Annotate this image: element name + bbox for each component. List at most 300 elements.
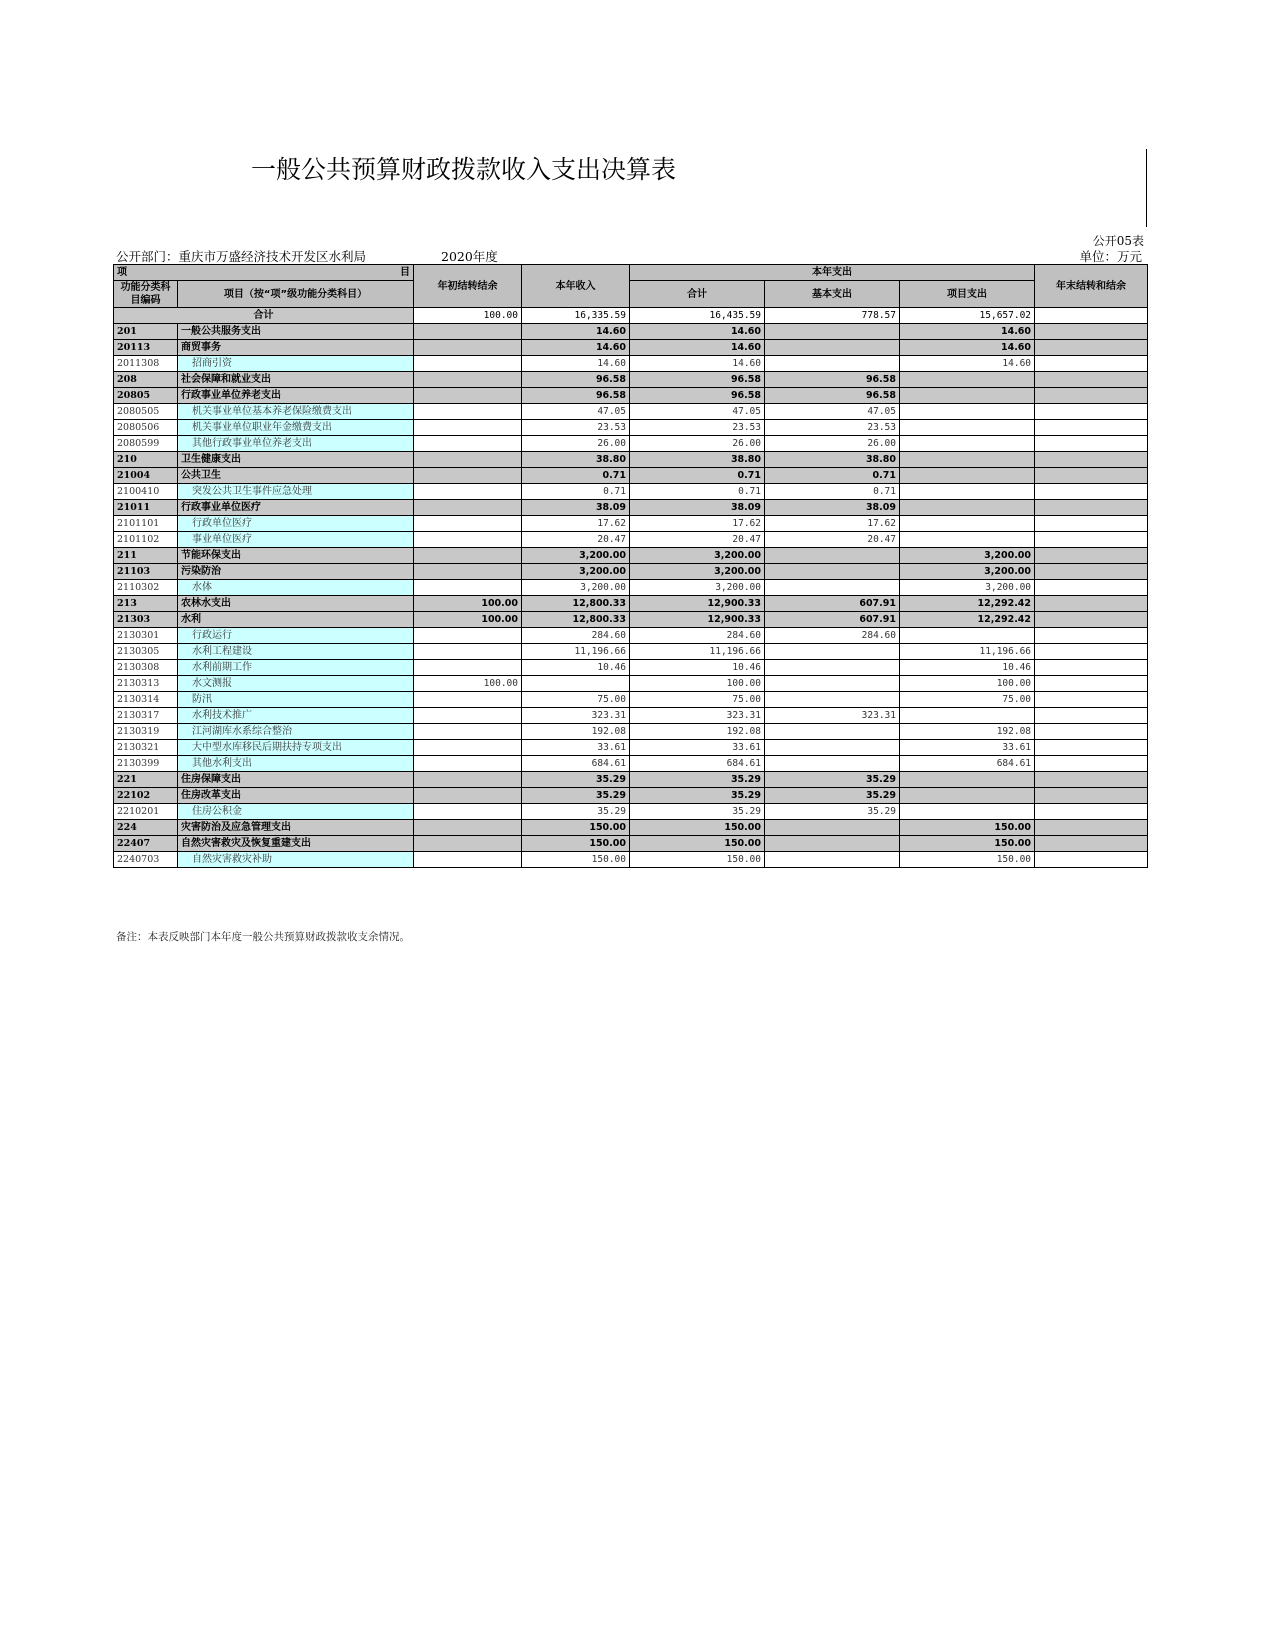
cell-begin <box>414 324 522 340</box>
table-row <box>114 740 1148 756</box>
cell-begin <box>414 468 522 484</box>
cell-income: 150.00 <box>522 820 630 836</box>
cell-code: 2101102 <box>114 532 178 548</box>
table-row <box>114 644 1148 660</box>
cell-code: 2130321 <box>114 740 178 756</box>
cell-name: 住房公积金 <box>178 804 414 820</box>
cell-begin <box>414 532 522 548</box>
cell-name: 大中型水库移民后期扶持专项支出 <box>178 740 414 756</box>
cell-project: 3,200.00 <box>900 548 1035 564</box>
cell-code: 221 <box>114 772 178 788</box>
table-row <box>114 756 1148 772</box>
cell-name: 行政事业单位养老支出 <box>178 388 414 404</box>
cell-income: 11,196.66 <box>522 644 630 660</box>
cell-income: 3,200.00 <box>522 548 630 564</box>
cell-basic <box>765 580 900 596</box>
cell-begin <box>414 836 522 852</box>
cell-code: 2100410 <box>114 484 178 500</box>
cell-begin <box>414 388 522 404</box>
table-row <box>114 788 1148 804</box>
header-expense-group: 本年支出 <box>630 265 1035 281</box>
cell-project <box>900 804 1035 820</box>
cell-income: 23.53 <box>522 420 630 436</box>
cell-project: 75.00 <box>900 692 1035 708</box>
table-row <box>114 724 1148 740</box>
cell-total: 150.00 <box>630 836 765 852</box>
cell-basic: 96.58 <box>765 372 900 388</box>
cell-total: 684.61 <box>630 756 765 772</box>
cell-code: 22102 <box>114 788 178 804</box>
cell-begin <box>414 340 522 356</box>
table-row <box>114 660 1148 676</box>
header-item-right: 目 <box>400 267 410 278</box>
cell-name: 污染防治 <box>178 564 414 580</box>
cell-basic: 284.60 <box>765 628 900 644</box>
cell-basic: 0.71 <box>765 484 900 500</box>
cell-project: 192.08 <box>900 724 1035 740</box>
table-row <box>114 804 1148 820</box>
total-expense: 16,435.59 <box>630 308 765 324</box>
cell-end <box>1035 740 1148 756</box>
cell-income: 33.61 <box>522 740 630 756</box>
cell-code: 2011308 <box>114 356 178 372</box>
cell-code: 2130319 <box>114 724 178 740</box>
cell-income: 150.00 <box>522 836 630 852</box>
cell-basic <box>765 852 900 868</box>
cell-code: 201 <box>114 324 178 340</box>
header-expense-project: 项目支出 <box>900 281 1035 308</box>
cell-income: 150.00 <box>522 852 630 868</box>
cell-income: 284.60 <box>522 628 630 644</box>
cell-project <box>900 436 1035 452</box>
cell-begin <box>414 660 522 676</box>
cell-basic <box>765 756 900 772</box>
table-row <box>114 516 1148 532</box>
cell-total: 0.71 <box>630 468 765 484</box>
cell-end <box>1035 644 1148 660</box>
cell-end <box>1035 452 1148 468</box>
cell-code: 2240703 <box>114 852 178 868</box>
cell-name: 行政事业单位医疗 <box>178 500 414 516</box>
cell-total: 12,900.33 <box>630 612 765 628</box>
cell-total: 323.31 <box>630 708 765 724</box>
cell-code: 2130301 <box>114 628 178 644</box>
cell-end <box>1035 772 1148 788</box>
unit-label: 单位：万元 <box>1079 249 1142 264</box>
cell-total: 35.29 <box>630 804 765 820</box>
cell-total: 150.00 <box>630 852 765 868</box>
cell-end <box>1035 372 1148 388</box>
cell-name: 招商引资 <box>178 356 414 372</box>
cell-total: 20.47 <box>630 532 765 548</box>
cell-total: 14.60 <box>630 324 765 340</box>
cell-begin <box>414 356 522 372</box>
cell-code: 224 <box>114 820 178 836</box>
cell-name: 节能环保支出 <box>178 548 414 564</box>
cell-basic: 96.58 <box>765 388 900 404</box>
cell-end <box>1035 516 1148 532</box>
cell-total: 100.00 <box>630 676 765 692</box>
cell-basic <box>765 548 900 564</box>
table-row <box>114 452 1148 468</box>
table-row <box>114 548 1148 564</box>
cell-project <box>900 452 1035 468</box>
total-end <box>1035 308 1148 324</box>
cell-income: 14.60 <box>522 340 630 356</box>
cell-income: 192.08 <box>522 724 630 740</box>
cell-code: 2130314 <box>114 692 178 708</box>
total-begin: 100.00 <box>414 308 522 324</box>
cell-code: 2080599 <box>114 436 178 452</box>
cell-name: 商贸事务 <box>178 340 414 356</box>
cell-project <box>900 788 1035 804</box>
cell-basic <box>765 324 900 340</box>
table-row <box>114 500 1148 516</box>
cell-income: 0.71 <box>522 484 630 500</box>
cell-project <box>900 372 1035 388</box>
cell-basic: 35.29 <box>765 804 900 820</box>
cell-project: 684.61 <box>900 756 1035 772</box>
cell-begin <box>414 756 522 772</box>
cell-code: 2130317 <box>114 708 178 724</box>
cell-basic: 26.00 <box>765 436 900 452</box>
cell-project: 10.46 <box>900 660 1035 676</box>
cell-project <box>900 628 1035 644</box>
cell-name: 水利技术推广 <box>178 708 414 724</box>
page-title: 一般公共预算财政拨款收入支出决算表 <box>251 155 677 184</box>
header-row-main <box>114 281 1148 308</box>
cell-income: 684.61 <box>522 756 630 772</box>
cell-begin <box>414 644 522 660</box>
table-row <box>114 692 1148 708</box>
cell-total: 0.71 <box>630 484 765 500</box>
cell-basic: 17.62 <box>765 516 900 532</box>
cell-code: 2130313 <box>114 676 178 692</box>
header-begin-balance: 年初结转结余 <box>414 265 522 308</box>
table-row <box>114 628 1148 644</box>
cell-basic <box>765 644 900 660</box>
cell-code: 208 <box>114 372 178 388</box>
cell-begin: 100.00 <box>414 596 522 612</box>
cell-basic <box>765 356 900 372</box>
cell-end <box>1035 324 1148 340</box>
cell-income: 10.46 <box>522 660 630 676</box>
cell-name: 事业单位医疗 <box>178 532 414 548</box>
cell-code: 2080505 <box>114 404 178 420</box>
cell-name: 一般公共服务支出 <box>178 324 414 340</box>
header-income: 本年收入 <box>522 265 630 308</box>
cell-total: 26.00 <box>630 436 765 452</box>
cell-code: 2110302 <box>114 580 178 596</box>
cell-begin <box>414 708 522 724</box>
cell-end <box>1035 548 1148 564</box>
cell-income: 96.58 <box>522 388 630 404</box>
cell-income: 96.58 <box>522 372 630 388</box>
cell-total: 38.09 <box>630 500 765 516</box>
cell-begin <box>414 548 522 564</box>
cell-total: 284.60 <box>630 628 765 644</box>
cell-basic: 607.91 <box>765 596 900 612</box>
cell-total: 3,200.00 <box>630 564 765 580</box>
cell-end <box>1035 596 1148 612</box>
cell-name: 其他水利支出 <box>178 756 414 772</box>
total-row <box>114 308 1148 324</box>
cell-income: 17.62 <box>522 516 630 532</box>
table-row <box>114 340 1148 356</box>
cell-name: 其他行政事业单位养老支出 <box>178 436 414 452</box>
cell-income: 35.29 <box>522 804 630 820</box>
cell-code: 213 <box>114 596 178 612</box>
cell-total: 10.46 <box>630 660 765 676</box>
cell-income: 47.05 <box>522 404 630 420</box>
total-label: 合计 <box>114 308 414 324</box>
table-row <box>114 532 1148 548</box>
cell-project: 12,292.42 <box>900 612 1035 628</box>
cell-begin <box>414 804 522 820</box>
table-row <box>114 372 1148 388</box>
cell-end <box>1035 804 1148 820</box>
cell-name: 住房改革支出 <box>178 788 414 804</box>
table-row <box>114 420 1148 436</box>
cell-name: 灾害防治及应急管理支出 <box>178 820 414 836</box>
cell-income: 12,800.33 <box>522 612 630 628</box>
table-row <box>114 708 1148 724</box>
cell-total: 47.05 <box>630 404 765 420</box>
cell-name: 卫生健康支出 <box>178 452 414 468</box>
cell-name: 突发公共卫生事件应急处理 <box>178 484 414 500</box>
cell-code: 20805 <box>114 388 178 404</box>
cell-project <box>900 772 1035 788</box>
cell-code: 2101101 <box>114 516 178 532</box>
cell-project <box>900 500 1035 516</box>
cell-begin <box>414 852 522 868</box>
table-row <box>114 772 1148 788</box>
cell-basic <box>765 820 900 836</box>
cell-end <box>1035 788 1148 804</box>
cell-project: 14.60 <box>900 356 1035 372</box>
cell-project: 3,200.00 <box>900 564 1035 580</box>
header-code: 功能分类科目编码 <box>114 281 178 308</box>
cell-code: 2080506 <box>114 420 178 436</box>
cell-begin <box>414 404 522 420</box>
cell-begin <box>414 788 522 804</box>
cell-code: 21303 <box>114 612 178 628</box>
cell-basic: 35.29 <box>765 788 900 804</box>
cell-total: 3,200.00 <box>630 548 765 564</box>
cell-income: 75.00 <box>522 692 630 708</box>
cell-total: 33.61 <box>630 740 765 756</box>
cell-name: 住房保障支出 <box>178 772 414 788</box>
cell-project: 150.00 <box>900 820 1035 836</box>
total-income: 16,335.59 <box>522 308 630 324</box>
header-item-cell <box>114 265 414 281</box>
cell-begin <box>414 724 522 740</box>
cell-begin <box>414 692 522 708</box>
table-row <box>114 676 1148 692</box>
cell-end <box>1035 836 1148 852</box>
cell-total: 35.29 <box>630 772 765 788</box>
cell-code: 210 <box>114 452 178 468</box>
budget-table <box>113 264 1148 868</box>
cell-begin <box>414 516 522 532</box>
table-row <box>114 612 1148 628</box>
cell-end <box>1035 484 1148 500</box>
cell-income: 0.71 <box>522 468 630 484</box>
cell-income: 14.60 <box>522 324 630 340</box>
cell-income: 38.80 <box>522 452 630 468</box>
cell-income: 3,200.00 <box>522 564 630 580</box>
cell-begin <box>414 372 522 388</box>
cell-end <box>1035 628 1148 644</box>
cell-end <box>1035 420 1148 436</box>
cell-income: 3,200.00 <box>522 580 630 596</box>
cell-name: 公共卫生 <box>178 468 414 484</box>
cell-end <box>1035 612 1148 628</box>
cell-project: 14.60 <box>900 340 1035 356</box>
cell-name: 水体 <box>178 580 414 596</box>
cell-end <box>1035 356 1148 372</box>
cell-begin <box>414 420 522 436</box>
header-row-top <box>114 265 1148 281</box>
cell-total: 96.58 <box>630 372 765 388</box>
cell-end <box>1035 724 1148 740</box>
cell-name: 行政运行 <box>178 628 414 644</box>
cell-basic <box>765 564 900 580</box>
cell-basic: 38.09 <box>765 500 900 516</box>
cell-begin <box>414 820 522 836</box>
cell-basic: 23.53 <box>765 420 900 436</box>
cell-end <box>1035 340 1148 356</box>
cell-end <box>1035 580 1148 596</box>
cell-project: 150.00 <box>900 852 1035 868</box>
cell-code: 211 <box>114 548 178 564</box>
cell-total: 11,196.66 <box>630 644 765 660</box>
cell-name: 机关事业单位基本养老保险缴费支出 <box>178 404 414 420</box>
cell-basic: 35.29 <box>765 772 900 788</box>
cell-project: 11,196.66 <box>900 644 1035 660</box>
cell-project <box>900 404 1035 420</box>
cell-basic <box>765 692 900 708</box>
cell-code: 22407 <box>114 836 178 852</box>
header-item-left: 项 <box>117 267 127 278</box>
cell-total: 23.53 <box>630 420 765 436</box>
table-row <box>114 820 1148 836</box>
cell-end <box>1035 660 1148 676</box>
cell-project <box>900 532 1035 548</box>
cell-basic <box>765 836 900 852</box>
table-row <box>114 564 1148 580</box>
cell-total: 150.00 <box>630 820 765 836</box>
cell-code: 21103 <box>114 564 178 580</box>
cell-end <box>1035 500 1148 516</box>
cell-begin <box>414 628 522 644</box>
cell-code: 20113 <box>114 340 178 356</box>
cell-end <box>1035 756 1148 772</box>
cell-basic: 607.91 <box>765 612 900 628</box>
cell-end <box>1035 388 1148 404</box>
cell-total: 12,900.33 <box>630 596 765 612</box>
cell-income: 35.29 <box>522 772 630 788</box>
cell-total: 96.58 <box>630 388 765 404</box>
footnote: 备注：本表反映部门本年度一般公共预算财政拨款收支余情况。 <box>116 931 410 943</box>
cell-code: 2130305 <box>114 644 178 660</box>
cell-code: 2130308 <box>114 660 178 676</box>
year-label: 2020年度 <box>441 249 498 264</box>
cell-total: 75.00 <box>630 692 765 708</box>
total-project: 15,657.02 <box>900 308 1035 324</box>
table-row <box>114 484 1148 500</box>
meta-row <box>116 247 1142 263</box>
cell-income: 14.60 <box>522 356 630 372</box>
cell-begin <box>414 452 522 468</box>
cell-end <box>1035 532 1148 548</box>
cell-total: 14.60 <box>630 340 765 356</box>
cell-begin <box>414 484 522 500</box>
cell-basic <box>765 724 900 740</box>
cell-name: 水利工程建设 <box>178 644 414 660</box>
cell-end <box>1035 676 1148 692</box>
cell-basic: 0.71 <box>765 468 900 484</box>
cell-basic <box>765 740 900 756</box>
cell-income: 12,800.33 <box>522 596 630 612</box>
cell-code: 2130399 <box>114 756 178 772</box>
table-row <box>114 388 1148 404</box>
cell-project: 33.61 <box>900 740 1035 756</box>
cell-project <box>900 708 1035 724</box>
cell-project: 14.60 <box>900 324 1035 340</box>
cell-name: 水文测报 <box>178 676 414 692</box>
cell-basic: 47.05 <box>765 404 900 420</box>
cell-basic <box>765 340 900 356</box>
cell-project: 12,292.42 <box>900 596 1035 612</box>
form-number: 公开05表 <box>1092 234 1144 248</box>
cell-begin: 100.00 <box>414 676 522 692</box>
cell-end <box>1035 852 1148 868</box>
cell-begin <box>414 436 522 452</box>
table-row <box>114 580 1148 596</box>
header-end-balance: 年末结转和结余 <box>1035 265 1148 308</box>
cell-income: 20.47 <box>522 532 630 548</box>
cell-income <box>522 676 630 692</box>
cell-end <box>1035 436 1148 452</box>
cell-name: 自然灾害救灾补助 <box>178 852 414 868</box>
cell-begin <box>414 772 522 788</box>
cell-end <box>1035 820 1148 836</box>
cell-name: 水利 <box>178 612 414 628</box>
cell-name: 机关事业单位职业年金缴费支出 <box>178 420 414 436</box>
cell-project <box>900 420 1035 436</box>
cell-project <box>900 516 1035 532</box>
cell-name: 江河湖库水系综合整治 <box>178 724 414 740</box>
cell-end <box>1035 564 1148 580</box>
cell-code: 21011 <box>114 500 178 516</box>
page-edge-line <box>1146 149 1147 227</box>
cell-project: 150.00 <box>900 836 1035 852</box>
table-row <box>114 356 1148 372</box>
cell-basic: 20.47 <box>765 532 900 548</box>
cell-income: 38.09 <box>522 500 630 516</box>
cell-begin <box>414 500 522 516</box>
cell-end <box>1035 404 1148 420</box>
header-expense-total: 合计 <box>630 281 765 308</box>
cell-begin <box>414 580 522 596</box>
cell-code: 21004 <box>114 468 178 484</box>
cell-total: 14.60 <box>630 356 765 372</box>
cell-end <box>1035 692 1148 708</box>
cell-total: 192.08 <box>630 724 765 740</box>
cell-project: 100.00 <box>900 676 1035 692</box>
cell-income: 35.29 <box>522 788 630 804</box>
